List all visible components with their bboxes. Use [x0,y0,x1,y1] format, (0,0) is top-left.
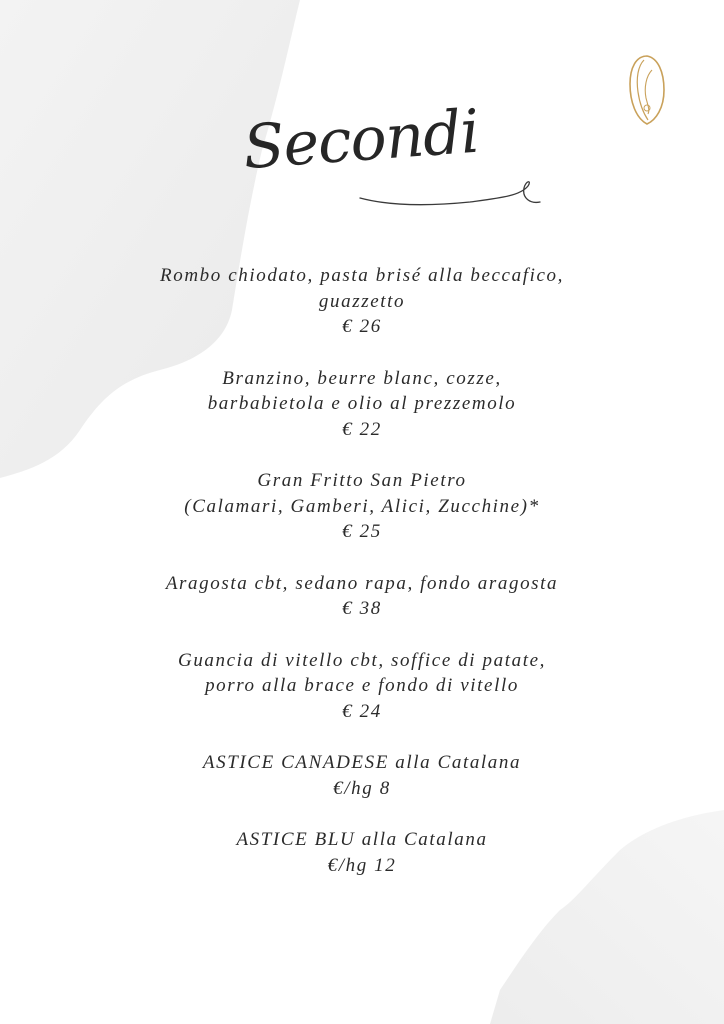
dish-description: barbabietola e olio al prezzemolo [207,393,517,414]
menu-item [0,827,724,878]
dish-price: € 25 [342,521,382,542]
page-title: Secondi [240,96,481,184]
dish-price: €/hg 12 [327,854,397,876]
dish-description: ASTICE BLU alla Catalana [236,829,488,850]
menu-item [0,571,724,622]
menu-item [0,366,724,443]
dish-price: € 24 [342,700,382,722]
menu-item [0,750,724,801]
dish-price: € 26 [342,316,382,337]
dish-description: Branzino, beurre blanc, cozze, [222,367,502,389]
dish-description: Gran Fritto San Pietro [257,470,467,491]
dish-description: Aragosta cbt, sedano rapa, fondo aragosta [165,572,559,594]
menu-list [0,263,724,904]
title-flourish [350,176,550,216]
dish-price: € 22 [342,418,382,440]
menu-item [0,263,724,340]
dish-description: Rombo chiodato, pasta brisé alla beccafico, [160,265,564,286]
dish-description: porro alla brace e fondo di vitello [205,675,519,696]
menu-item [0,648,724,725]
dish-price: €/hg 8 [333,777,391,799]
dish-description: Guancia di vitello cbt, soffice di patate, [178,649,546,671]
dish-description: (Calamari, Gamberi, Alici, Zucchine)* [184,495,540,517]
menu-item [0,468,724,545]
dish-description: ASTICE CANADESE alla Catalana [202,752,522,773]
dish-price: € 38 [342,598,382,619]
dish-description: guazzetto [318,290,406,312]
